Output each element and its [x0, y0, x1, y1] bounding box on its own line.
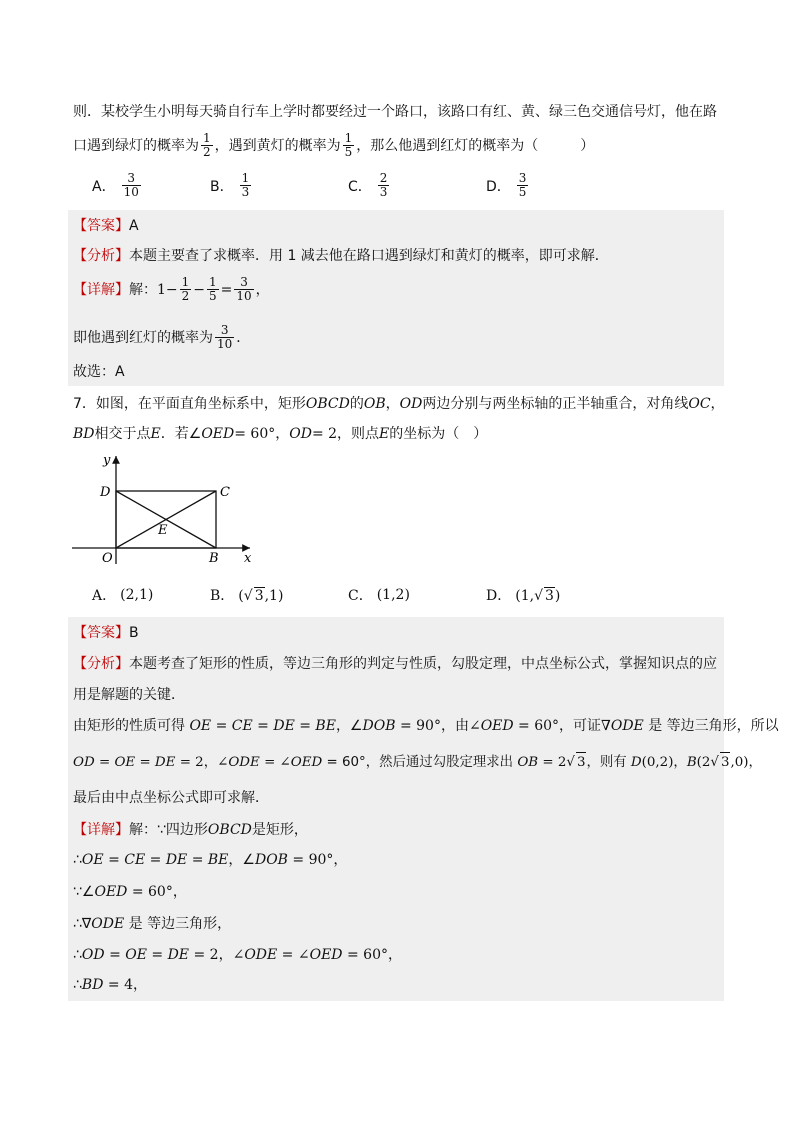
fraction: $\frac{1}{5}$ [344, 131, 353, 159]
q6-option-b: B． $\frac{1}{3}$ [210, 171, 250, 199]
label-c: C [220, 485, 230, 500]
q6-line1: 则．某校学生小明每天骑自行车上学时都要经过一个路口，该路口有红、黄、绿三色交通信号灯，他在路 [73, 104, 717, 120]
q7-option-d: D． (1,√ 3) [486, 587, 561, 604]
q6-answer: 【答案】A [73, 218, 139, 234]
label-e: E [158, 523, 168, 538]
q6-detail: 【详解】 解： 1− $\frac{1}{2}$ − $\frac{1}{5}$ = $\frac{3}{10}$ ， [73, 275, 270, 303]
q7-option-b: B． (√ 3,1) [210, 587, 284, 604]
q6-analysis: 【分析】本题主要查了求概率．用 1 减去他在路口遇到绿灯和黄灯的概率，即可求解． [73, 248, 609, 264]
q7-detail-line2: ∴OE = CE = DE = BE，∠DOB = 90°， [73, 852, 348, 868]
q7-detail-line6: ∴BD = 4， [73, 977, 147, 993]
label-o: O [102, 551, 113, 566]
q6-line2: 口遇到绿灯的概率为 $\frac{1}{2}$ ，遇到黄灯的概率为 $\frac{1}{5}$ ，那么他遇到红灯的概率为（ ） [73, 131, 595, 159]
q6-option-c: C． $\frac{2}{3}$ [348, 171, 388, 199]
q7-analysis-line3: 由矩形的性质可得 OE = CE = DE = BE，∠DOB = 90°，由∠OED = 60°，可证∇ODE 是 等边三角形，所以 [73, 718, 779, 734]
label-d: D [100, 485, 111, 500]
q7-analysis-line5: 最后由中点坐标公式即可求解． [73, 790, 269, 806]
coordinate-figure [70, 450, 260, 570]
q7-option-a: A． (2,1) [92, 587, 154, 604]
q7-detail-line4: ∴∇ODE 是 等边三角形， [73, 916, 232, 932]
label-y: y [103, 453, 111, 468]
q7-line2: BD相交于点E．若∠OED= 60°，OD= 2，则点E的坐标为（ ） [73, 426, 488, 442]
q6-choose: 故选：A [73, 364, 125, 380]
q7-detail-line3: ∵∠OED = 60°， [73, 884, 187, 900]
q7-analysis-line4: OD = OE = DE = 2，∠ODE = ∠OED = 60°，然后通过勾股定理求出 OB = 2√ 3，则有 D(0,2)，B(2√ 3,0)， [73, 752, 762, 773]
q7-solution-block [68, 617, 724, 1001]
q6-option-d: D． $\frac{3}{5}$ [486, 171, 527, 199]
q7-option-c: C． (1,2) [348, 587, 410, 604]
q7-answer: 【答案】B [73, 625, 139, 641]
q7-line1: 7．如图，在平面直角坐标系中，矩形OBCD的OB，OD两边分别与两坐标轴的正半轴重合，对角线OC， [73, 396, 725, 412]
q7-detail-line1: 【详解】解：∵四边形OBCD是矩形， [73, 822, 308, 838]
q6-option-a: A． $\frac{3}{10}$ [92, 171, 139, 199]
fraction: $\frac{1}{2}$ [203, 131, 211, 159]
q7-analysis-line2: 用是解题的关键． [73, 687, 185, 703]
label-x: x [244, 551, 252, 566]
label-b: B [209, 551, 219, 566]
q7-detail-line5: ∴OD = OE = DE = 2，∠ODE = ∠OED = 60°， [73, 947, 402, 963]
q7-analysis-line1: 【分析】本题考查了矩形的性质，等边三角形的判定与性质，勾股定理，中点坐标公式，掌握知识点的应 [73, 656, 717, 672]
q6-detail-line2: 即他遇到红灯的概率为 $\frac{3}{10}$ ． [73, 323, 251, 351]
